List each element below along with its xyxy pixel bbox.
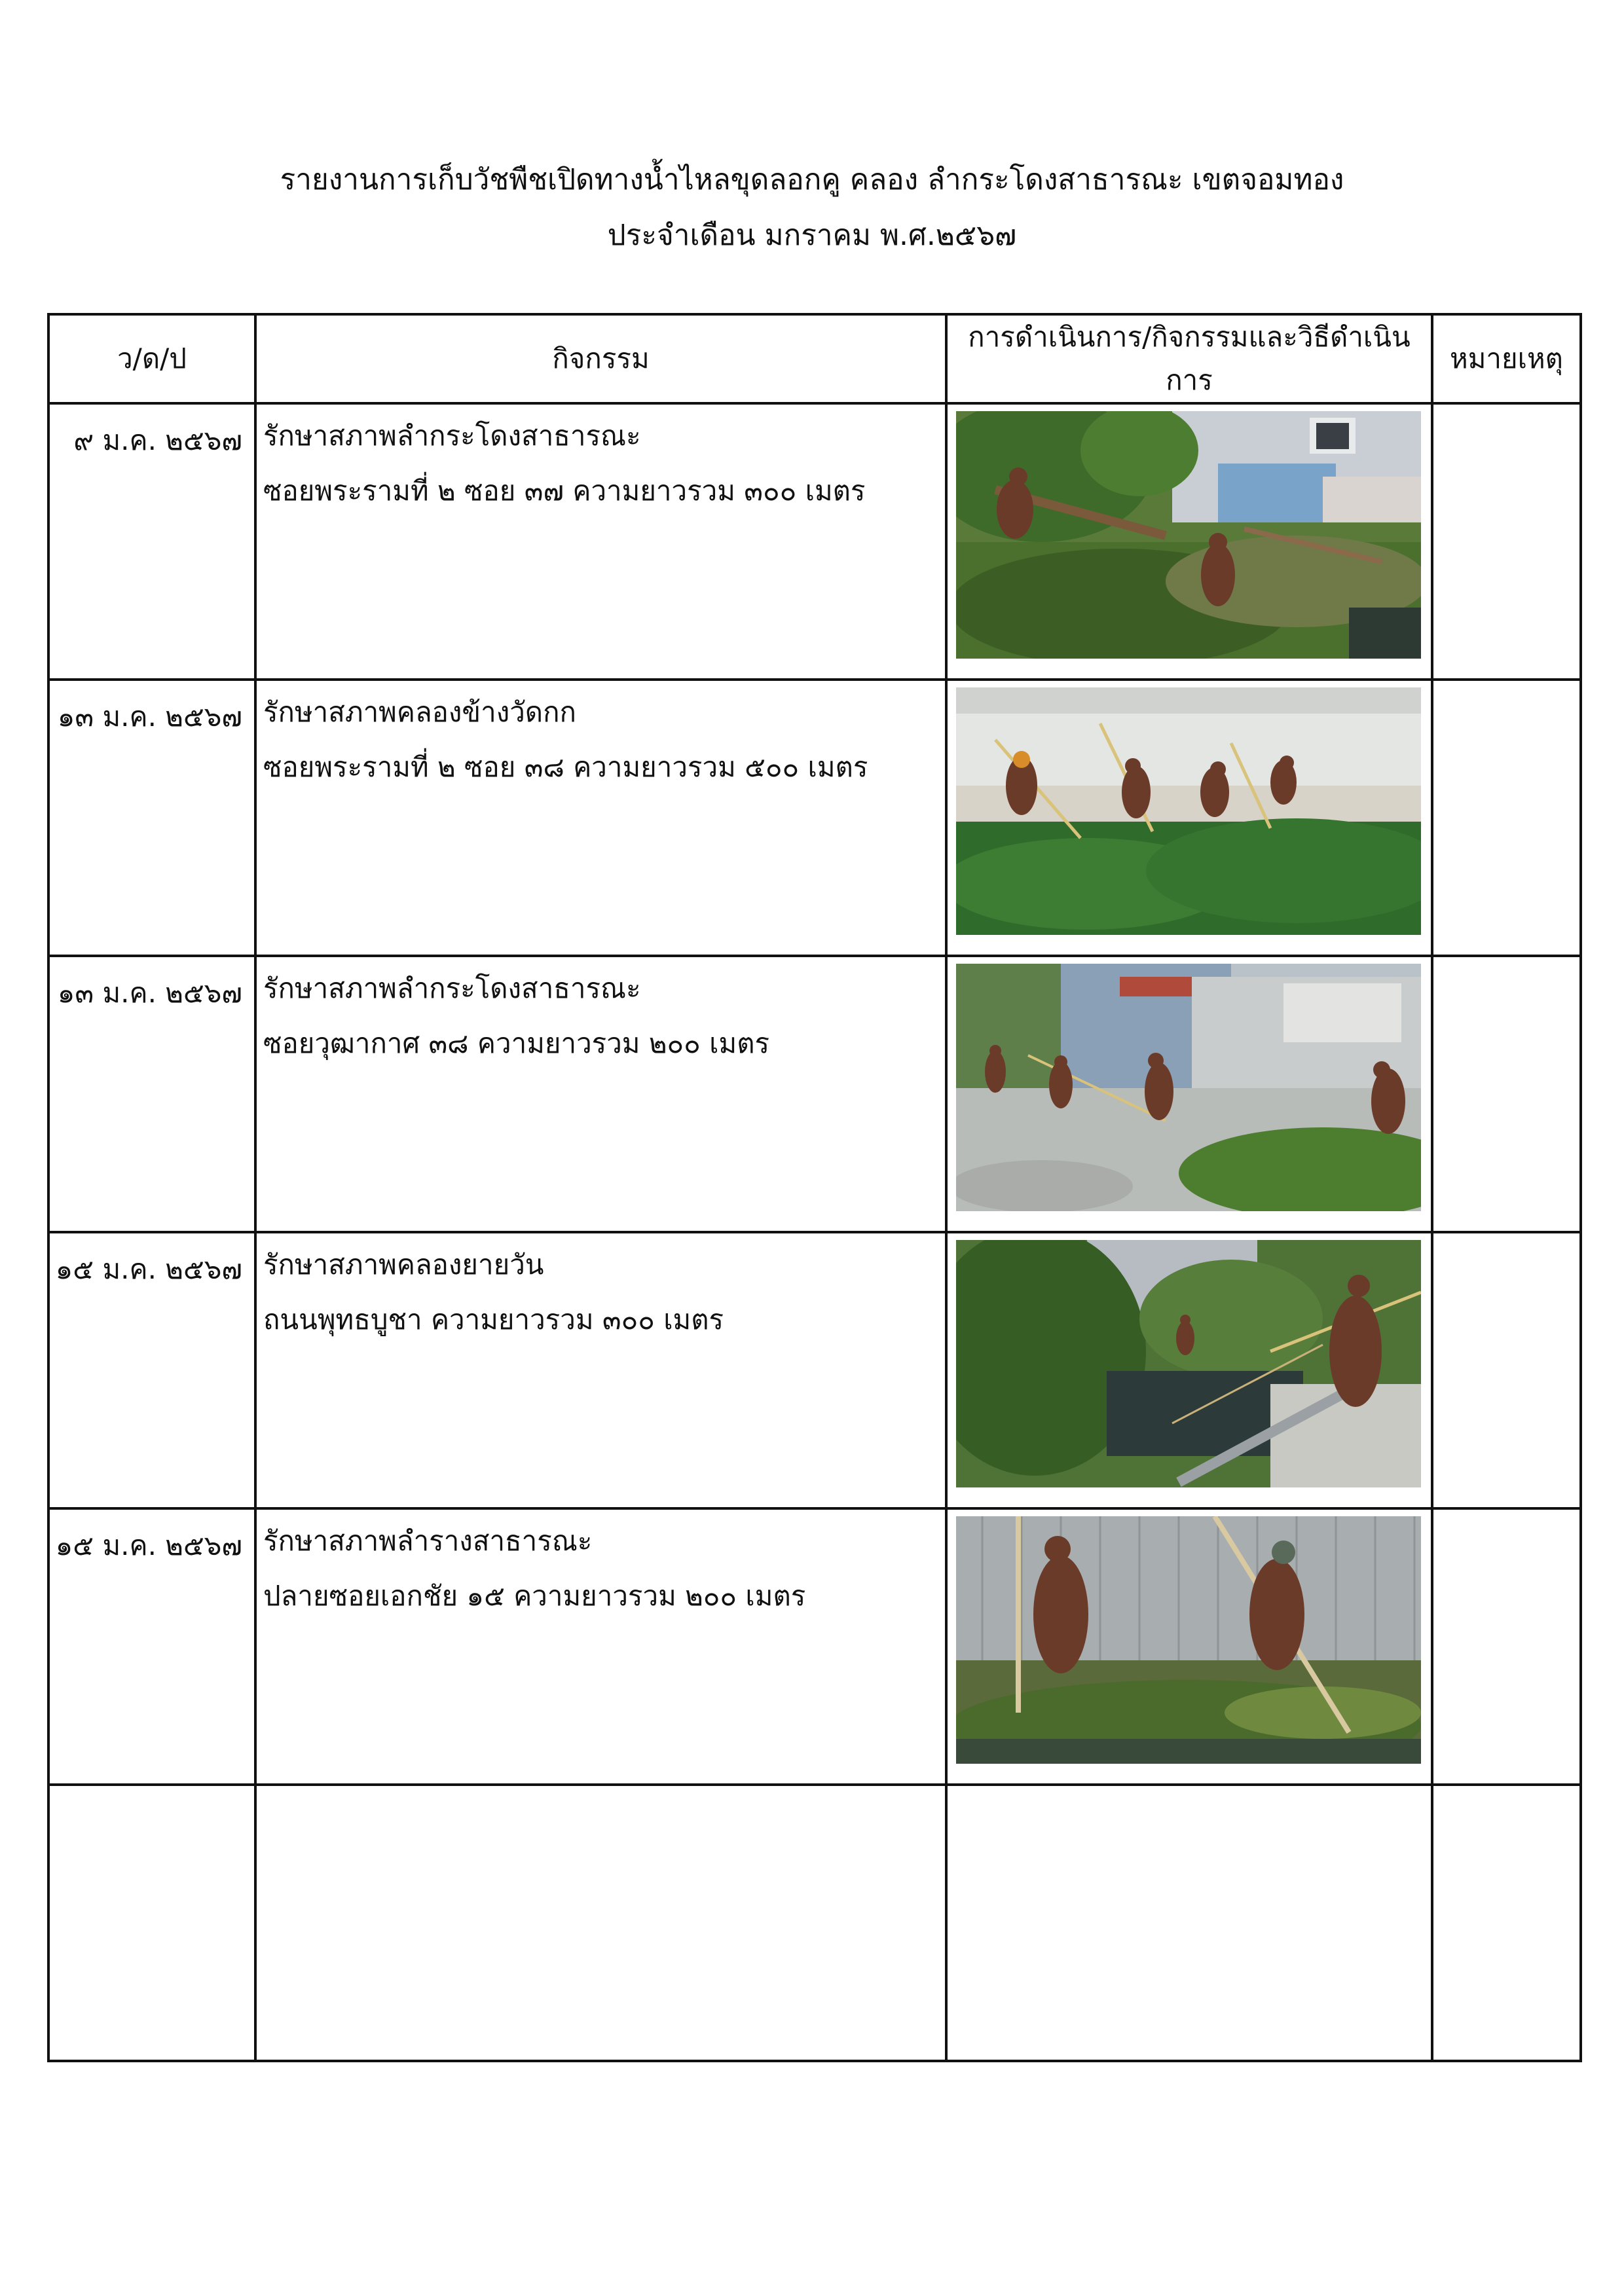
row-activity (255, 1785, 946, 2061)
work-photo (956, 1516, 1421, 1764)
activity-location: ซอยพระรามที่ ๒ ซอย ๓๗ ความยาวรวม ๓๐๐ เมตร (263, 475, 866, 507)
work-photo (956, 964, 1421, 1211)
report-table (47, 313, 1582, 2062)
table-row (48, 403, 1581, 680)
header-operation: การดำเนินการ/กิจกรรมและวิธีดำเนินการ (946, 314, 1432, 403)
activity-title: รักษาสภาพลำรางสาธารณะ (263, 1525, 593, 1557)
row-date (48, 1785, 255, 2061)
table-row (48, 680, 1581, 956)
row-activity (255, 680, 946, 956)
row-photo-cell (946, 1508, 1432, 1785)
row-remark (1432, 956, 1581, 1232)
row-remark (1432, 680, 1581, 956)
row-activity (255, 1232, 946, 1508)
report-subtitle: ประจำเดือน มกราคม พ.ศ.๒๕๖๗ (607, 219, 1017, 252)
row-date: ๑๕ ม.ค. ๒๕๖๗ (48, 1232, 255, 1508)
activity-title: รักษาสภาพลำกระโดงสาธารณะ (263, 972, 641, 1004)
activity-location (257, 1798, 945, 1813)
table-row (48, 956, 1581, 1232)
row-remark (1432, 403, 1581, 680)
work-photo (956, 411, 1421, 659)
row-remark (1432, 1508, 1581, 1785)
header-date: ว/ด/ป (48, 314, 255, 403)
row-photo-cell (946, 680, 1432, 956)
activity-location: ซอยวุฒากาศ ๓๘ ความยาวรวม ๒๐๐ เมตร (263, 1027, 770, 1059)
row-date: ๑๓ ม.ค. ๒๕๖๗ (48, 680, 255, 956)
row-photo-cell (946, 403, 1432, 680)
header-remark: หมายเหตุ (1432, 314, 1581, 403)
row-remark (1432, 1785, 1581, 2061)
table-row (48, 1232, 1581, 1508)
table-header-row (48, 314, 1581, 403)
header-activity: กิจกรรม (255, 314, 946, 403)
work-photo (956, 687, 1421, 935)
table-row-empty (48, 1785, 1581, 2061)
activity-title: รักษาสภาพลำกระโดงสาธารณะ (263, 420, 641, 452)
report-title: รายงานการเก็บวัชพืชเปิดทางน้ำไหลขุดลอกคู คลอง ลำกระโดงสาธารณะ เขตจอมทอง (280, 163, 1344, 196)
activity-location: ซอยพระรามที่ ๒ ซอย ๓๘ ความยาวรวม ๕๐๐ เมตร (263, 751, 868, 783)
row-date: ๑๓ ม.ค. ๒๕๖๗ (48, 956, 255, 1232)
row-activity (255, 956, 946, 1232)
row-photo-cell (946, 1232, 1432, 1508)
row-remark (1432, 1232, 1581, 1508)
row-date: ๑๕ ม.ค. ๒๕๖๗ (48, 1508, 255, 1785)
work-photo (956, 1240, 1421, 1487)
row-date: ๙ ม.ค. ๒๕๖๗ (48, 403, 255, 680)
activity-title: รักษาสภาพคลองข้างวัดกก (263, 696, 576, 728)
activity-title (257, 1786, 945, 1798)
row-activity (255, 403, 946, 680)
table-row (48, 1508, 1581, 1785)
row-photo-cell (946, 956, 1432, 1232)
activity-title: รักษาสภาพคลองยายวัน (263, 1248, 544, 1281)
row-activity (255, 1508, 946, 1785)
row-photo-cell (946, 1785, 1432, 2061)
activity-location: ปลายซอยเอกชัย ๑๕ ความยาวรวม ๒๐๐ เมตร (263, 1580, 806, 1612)
activity-location: ถนนพุทธบูชา ความยาวรวม ๓๐๐ เมตร (263, 1303, 724, 1336)
